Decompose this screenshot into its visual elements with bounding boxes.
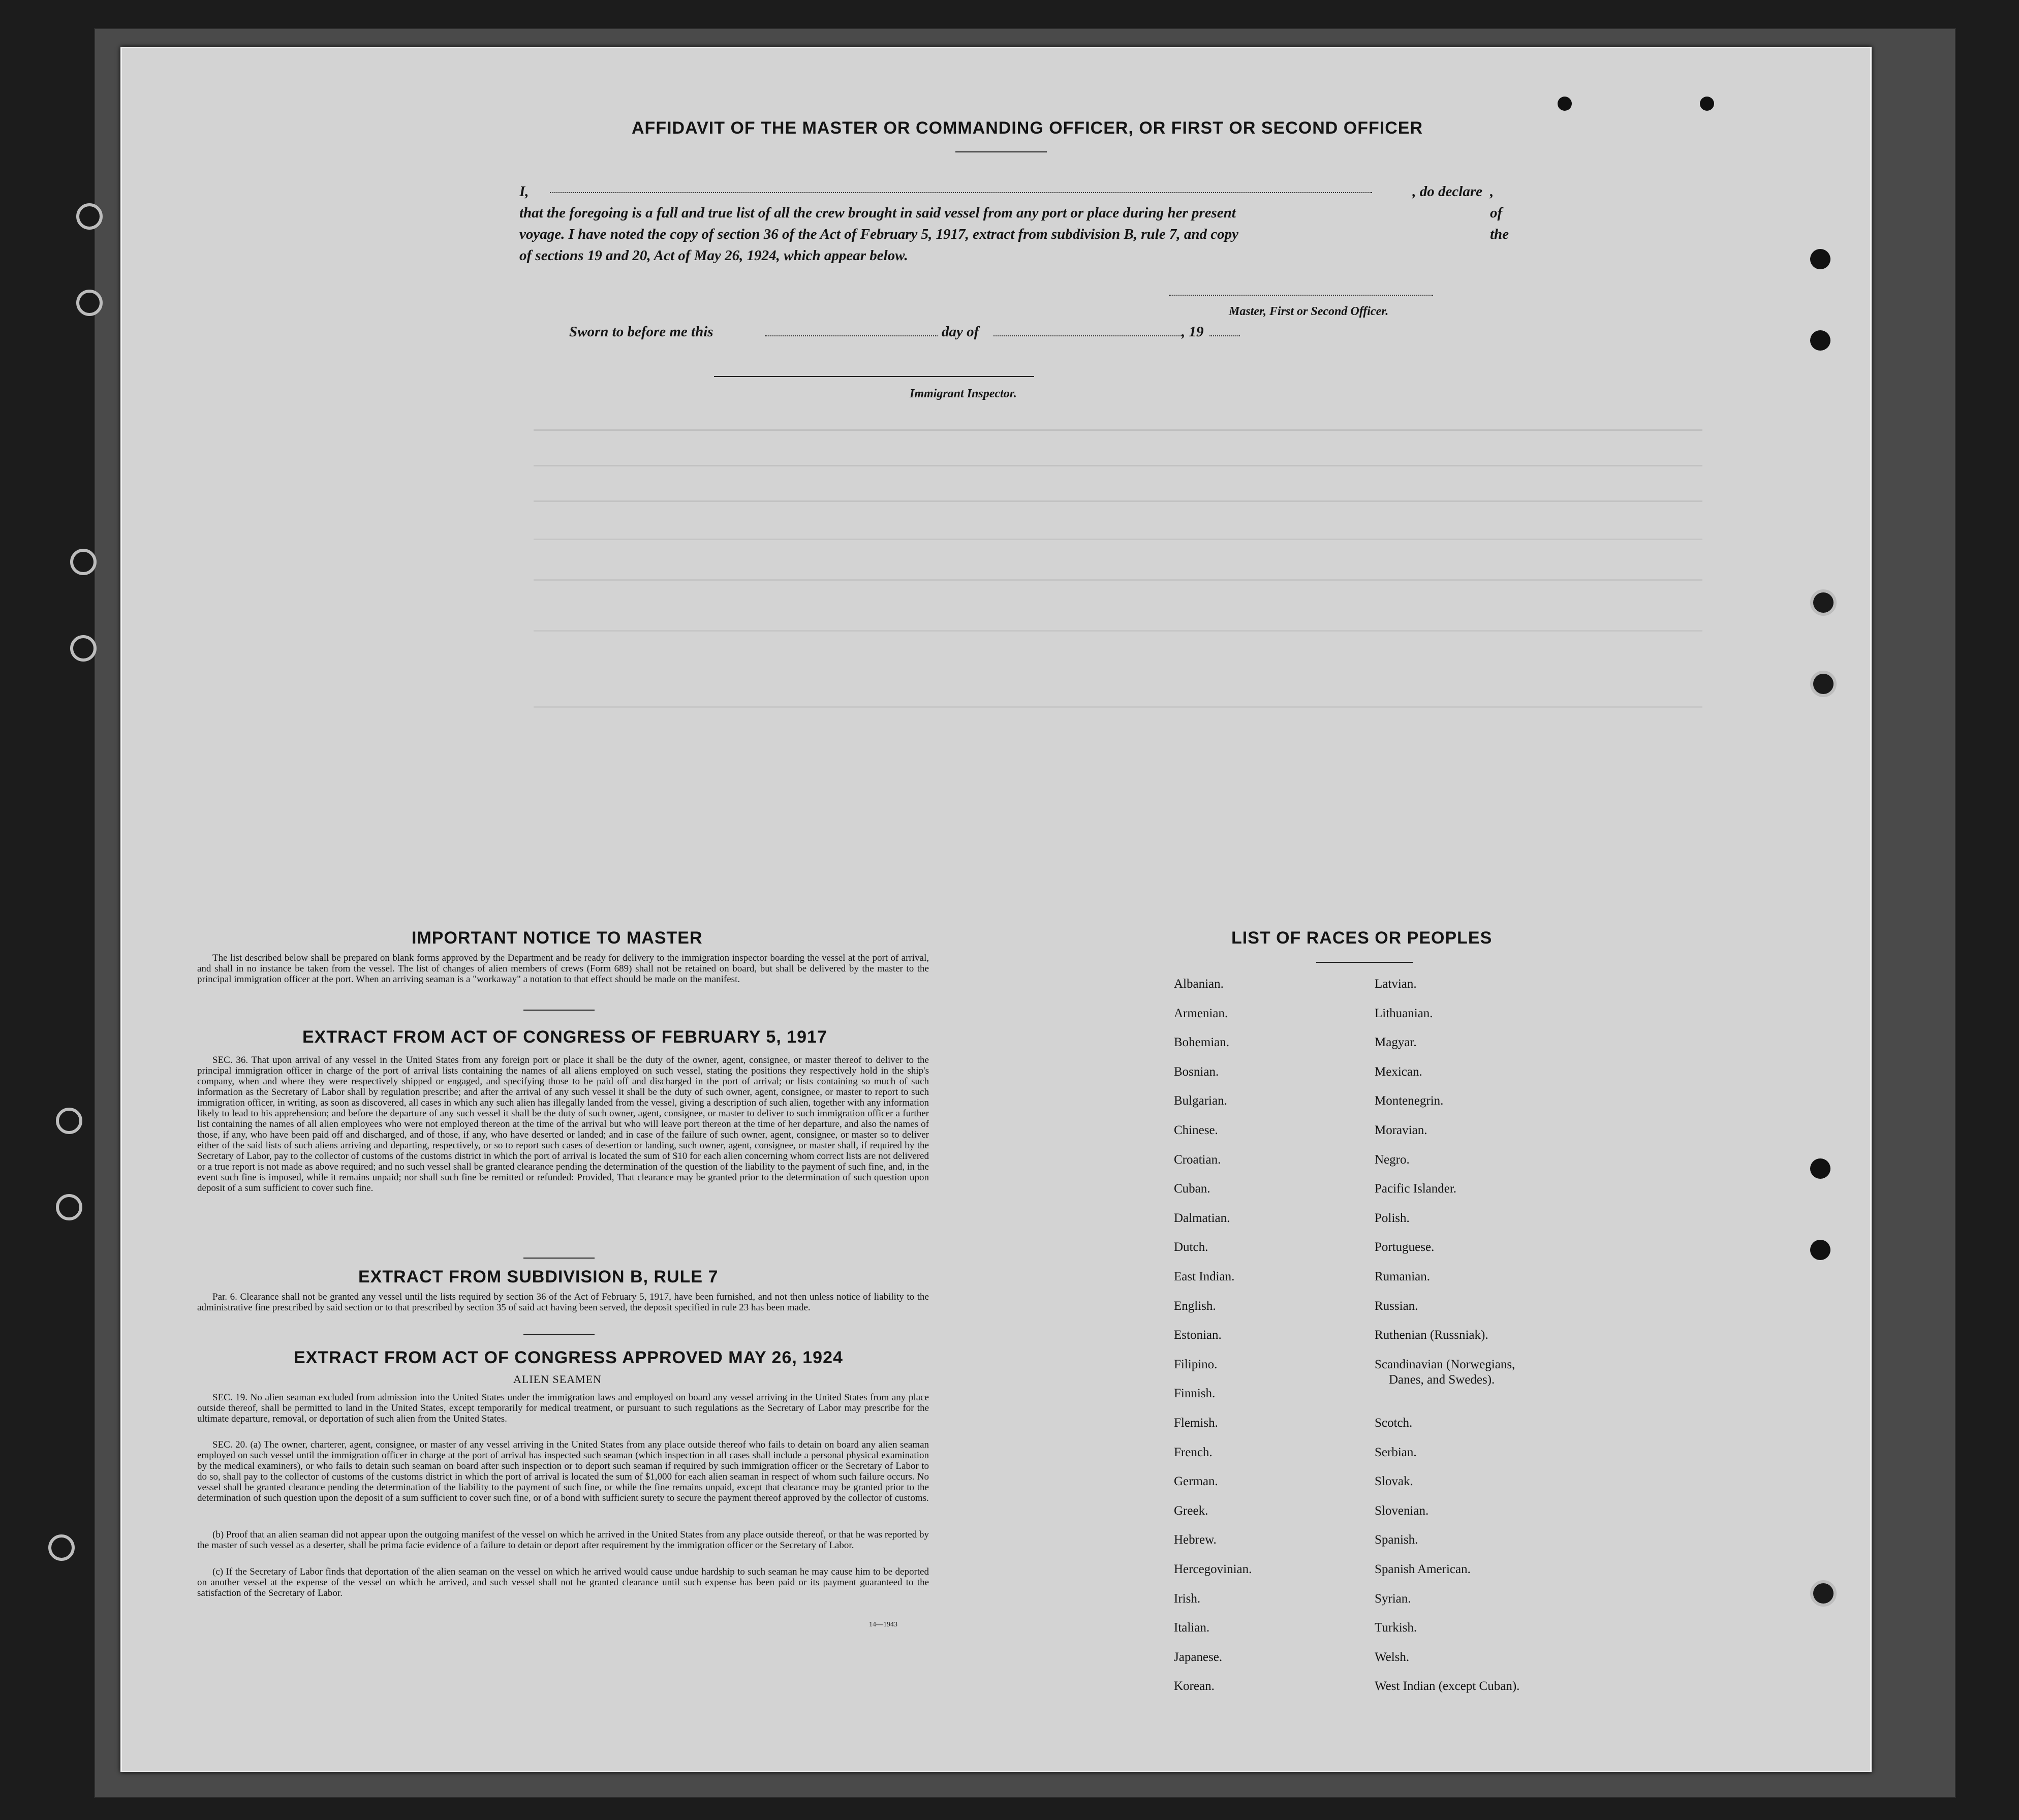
race-item: Moravian.	[1375, 1123, 1427, 1137]
extract-1917-title: EXTRACT FROM ACT OF CONGRESS OF FEBRUARY 5, 1917	[302, 1027, 827, 1047]
race-item: Mexican.	[1375, 1064, 1422, 1079]
affidavit-line-3: voyage. I have noted the copy of section 36 of the Act of February 5, 1917, extract from subdivision B, rule 7, and copy	[519, 226, 1238, 242]
race-item: Spanish.	[1375, 1533, 1418, 1547]
race-item: French.	[1174, 1445, 1213, 1459]
subdivision-b-rule	[523, 1334, 595, 1335]
race-item: Filipino.	[1174, 1357, 1218, 1371]
sworn-day-blank[interactable]	[765, 335, 938, 336]
race-item: Armenian.	[1174, 1006, 1228, 1020]
race-item: Bohemian.	[1174, 1035, 1230, 1050]
race-item: Slovenian.	[1375, 1503, 1429, 1518]
year-blank[interactable]	[1209, 335, 1240, 336]
bleed-through-line	[534, 579, 1702, 581]
race-item: Chinese.	[1174, 1123, 1218, 1137]
race-item: Rumanian.	[1375, 1270, 1431, 1283]
race-item: Cuban.	[1174, 1182, 1210, 1196]
race-item: Danes, and Swedes).	[1389, 1372, 1495, 1387]
section-20a: SEC. 20. (a) The owner, charterer, agent, consignee, or master of any vessel arriving in the United States from any place outside thereof who fails to detain on board any alien seaman employed on such vessel until the immigration officer in charge at the port of arrival has inspected such seaman (which inspection in all cases shall include a personal physical examination by the medical examiners), or who fails to detain such seaman on board after such inspection or to deport such seaman if required by such immigration officer or the Secretary of Labor to do so, shall pay to the collector of customs of the customs district in which the port of arrival is located the sum of $1,000 for each alien seaman in respect of whom such failure occurs. No vessel shall be granted clearance pending the determination of the liability to the payment of such fine, or while the fine remains unpaid, except that clearance may be granted prior to the determination of such question upon the deposit of a sum sufficient to cover such fine, or of a bond with sufficient surety to secure the payment thereof approved by the collector of customs.	[197, 1439, 929, 1503]
race-item: Dutch.	[1174, 1240, 1208, 1254]
bleed-through-line	[534, 706, 1702, 708]
i-label: I,	[519, 183, 529, 200]
bleed-through-line	[534, 465, 1702, 466]
binder-hole	[1810, 589, 1837, 616]
binder-hole	[48, 1534, 75, 1561]
form-page	[120, 47, 1872, 1772]
of-the-label: , of the	[1490, 183, 1509, 242]
binder-hole	[56, 1194, 82, 1220]
race-item: Dalmatian.	[1174, 1211, 1230, 1225]
race-item: Slovak.	[1375, 1474, 1413, 1489]
race-item: Flemish.	[1174, 1416, 1218, 1430]
race-item: Hercegovinian.	[1174, 1562, 1252, 1576]
alien-seamen-subtitle: ALIEN SEAMEN	[513, 1373, 602, 1386]
master-signature-line[interactable]	[1169, 295, 1433, 296]
race-item: Ruthenian (Russniak).	[1375, 1328, 1488, 1342]
race-item: Albanian.	[1174, 977, 1224, 991]
race-item: Hebrew.	[1174, 1533, 1217, 1547]
title-rule	[955, 151, 1047, 152]
race-item: Scotch.	[1375, 1416, 1413, 1430]
binder-hole	[1700, 97, 1714, 111]
binder-hole	[70, 549, 97, 575]
race-item: Turkish.	[1375, 1621, 1417, 1635]
race-item: Latvian.	[1375, 977, 1417, 991]
day-of-label: day of	[942, 324, 979, 340]
race-item: Italian.	[1174, 1621, 1210, 1635]
year-label: , 19	[1182, 324, 1204, 340]
race-item: Korean.	[1174, 1679, 1215, 1693]
race-item: West Indian (except Cuban).	[1375, 1679, 1520, 1693]
binder-hole	[56, 1108, 82, 1134]
race-item: Greek.	[1174, 1503, 1208, 1518]
binder-hole	[1558, 97, 1572, 111]
bleed-through-line	[534, 429, 1702, 431]
vessel-blank[interactable]	[1067, 192, 1372, 193]
binder-hole	[1810, 1580, 1837, 1607]
master-label: Master, First or Second Officer.	[1229, 305, 1389, 318]
binder-hole	[1810, 1158, 1830, 1179]
binder-hole	[76, 203, 103, 230]
inspector-label: Immigrant Inspector.	[910, 387, 1017, 400]
race-item: Scandinavian (Norwegians,	[1375, 1357, 1515, 1371]
binder-hole	[1810, 249, 1830, 269]
section-20b: (b) Proof that an alien seaman did not appear upon the outgoing manifest of the vessel on which he arrived in the United States from any place outside thereof, or that he was reported by the master of such vessel as a deserter, shall be prima facie evidence of a failure to detain or deport after requirement by the immigration officer or the Secretary of Labor.	[197, 1529, 929, 1551]
race-item: Finnish.	[1174, 1387, 1216, 1401]
affidavit-line-2: that the foregoing is a full and true list of all the crew brought in said vessel from any port or place during her present	[519, 205, 1236, 221]
race-item: German.	[1174, 1474, 1218, 1489]
race-item: Estonian.	[1174, 1328, 1222, 1342]
race-item: Spanish American.	[1375, 1562, 1471, 1576]
race-item: English.	[1174, 1299, 1216, 1313]
race-item: Lithuanian.	[1375, 1006, 1433, 1020]
race-item: Russian.	[1375, 1299, 1418, 1313]
race-item: Negro.	[1375, 1152, 1410, 1167]
section-19: SEC. 19. No alien seaman excluded from admission into the United States under the immigration laws and employed on board any vessel arriving in the United States from any place outside thereof, shall be permitted to land in the United States, except temporarily for medical treatment, or pursuant to such regulations as the Secretary of Labor may prescribe for the ultimate departure, removal, or deportation of such alien from the United States.	[197, 1392, 929, 1424]
binder-hole	[76, 290, 103, 316]
subdivision-b-title: EXTRACT FROM SUBDIVISION B, RULE 7	[358, 1267, 719, 1286]
subdivision-b-body: Par. 6. Clearance shall not be granted any vessel until the lists required by section 36 of the Act of February 5, 1917, have been furnished, and not then unless notice of liability to the administrative fine prescribed by said section or to that prescribed by section 35 of said act having been served, the deposit specified in rule 23 has been made.	[197, 1292, 929, 1313]
race-item: Welsh.	[1375, 1650, 1410, 1664]
race-item: Polish.	[1375, 1211, 1410, 1225]
extract-1917-rule	[523, 1258, 595, 1259]
extract-1924-title: EXTRACT FROM ACT OF CONGRESS APPROVED MAY 26, 1924	[294, 1348, 843, 1367]
race-item: Bulgarian.	[1174, 1094, 1227, 1108]
race-item: Bosnian.	[1174, 1064, 1219, 1079]
race-item: Irish.	[1174, 1591, 1201, 1606]
race-item: Magyar.	[1375, 1035, 1417, 1050]
affidavit-line-4: of sections 19 and 20, Act of May 26, 1924, which appear below.	[519, 247, 908, 264]
race-item: Pacific Islander.	[1375, 1182, 1457, 1196]
sworn-label: Sworn to before me this	[569, 324, 713, 340]
notice-body: The list described below shall be prepared on blank forms approved by the Department and be ready for delivery to the immigration inspector boarding the vessel at the port of arrival, and shall in no instance be taken from the vessel. The list of changes of alien members of crews (Form 689) shall not be retained on board, but shall be delivered by the master to the principal immigration officer at the port. When an arriving seaman is a "workaway" a notation to that effect should be made on the manifest.	[197, 953, 929, 985]
binder-hole	[1810, 671, 1837, 697]
notice-title: IMPORTANT NOTICE TO MASTER	[412, 928, 703, 948]
race-item: East Indian.	[1174, 1270, 1235, 1283]
races-rule	[1316, 962, 1413, 963]
race-item: Montenegrin.	[1375, 1094, 1444, 1108]
form-number: 14—1943	[869, 1621, 897, 1628]
bleed-through-line	[534, 539, 1702, 540]
sworn-month-blank[interactable]	[993, 335, 1182, 336]
race-item: Syrian.	[1375, 1591, 1411, 1606]
race-item: Japanese.	[1174, 1650, 1223, 1664]
binder-hole	[1810, 330, 1830, 351]
section-20c: (c) If the Secretary of Labor finds that deportation of the alien seaman on the vessel on which he arrived would cause undue hardship to such seaman he may cause him to be deported on another vessel at the expense of the vessel on which he arrived, and such vessel shall not be granted clearance until such expense has been paid or its payment guaranteed to the satisfaction of the Secretary of Labor.	[197, 1566, 929, 1598]
extract-1917-body: SEC. 36. That upon arrival of any vessel in the United States from any foreign port or place it shall be the duty of the owner, agent, consignee, or master thereof to deliver to the principal immigration officer in charge of the port of arrival lists containing the names of all aliens employed on such vessel, stating the positions they respectively hold in the ship's company, when and where they were respectively shipped or engaged, and specifying those to be paid off and discharged in the port of arrival; or lists containing so much of such information as the Secretary of Labor shall by regulation prescribe; and after the arrival of any such vessel it shall be the duty of such owner, agent, consignee, or master to report to such immigration officer, in writing, as soon as discovered, all cases in which any such alien has illegally landed from the vessel, giving a description of such alien, together with any information likely to lead to his apprehension; and before the departure of any such vessel it shall be the duty of such owner, agent, consignee, or master to deliver to such immigration officer a further list containing the names of all alien employees who were not employed thereon at the time of the arrival but who will leave port thereon at the time of her departure, and also the names of those, if any, who have been paid off and discharged, and of those, if any, who have deserted or landed; and in case of the failure of such owner, agent, consignee, or master so to deliver either of the said lists of such aliens arriving and departing, respectively, or so to report such cases of desertion or landing, such owner, agent, consignee, or master shall, if required by the Secretary of Labor, pay to the collector of customs of the customs district in which the port of arrival is located the sum of $10 for each alien concerning whom correct lists are not delivered or a true report is not made as above required; and no such vessel shall be granted clearance pending the determination of the question of the liability to the payment of such fine, and, in the event such fine is imposed, while it remains unpaid; nor shall such fine be remitted or refunded: Provided, That clearance may be granted prior to the determination of such question upon deposit of a sum sufficient to cover such fine.	[197, 1055, 929, 1194]
race-item: Portuguese.	[1375, 1240, 1435, 1254]
inspector-signature-line[interactable]	[714, 376, 1034, 377]
do-declare-label: , do declare	[1412, 183, 1482, 200]
binder-hole	[70, 635, 97, 662]
races-title: LIST OF RACES OR PEOPLES	[1231, 928, 1493, 948]
notice-rule	[523, 1010, 595, 1011]
affidavit-title: AFFIDAVIT OF THE MASTER OR COMMANDING OFFICER, OR FIRST OR SECOND OFFICER	[632, 118, 1423, 138]
race-item: Croatian.	[1174, 1152, 1221, 1167]
bleed-through-line	[534, 500, 1702, 502]
race-item: Serbian.	[1375, 1445, 1417, 1459]
bleed-through-line	[534, 630, 1702, 632]
binder-hole	[1810, 1240, 1830, 1260]
